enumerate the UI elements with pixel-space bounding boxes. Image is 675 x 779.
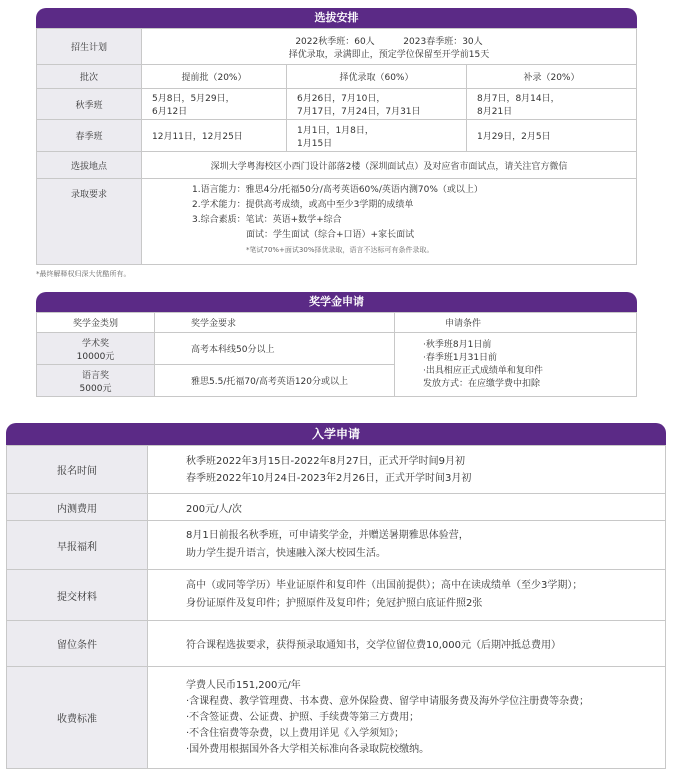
- plan-row: [37, 29, 637, 65]
- scholarship-table: [36, 312, 637, 397]
- plan-label: 招生计划: [37, 29, 142, 65]
- scholarship-row: [37, 333, 637, 365]
- batch-early: 提前批（20%）: [142, 65, 287, 89]
- admission-row: [7, 521, 666, 570]
- scholarship-language-type: 语言奖 5000元: [37, 365, 155, 397]
- scholarship-conditions: ·秋季班8月1日前 ·春季班1月31日前 ·出具相应正式成绩单和复印件 发放方式：在应缴学费中扣除: [395, 333, 637, 397]
- admission-row: [7, 570, 666, 621]
- spring-row: [37, 120, 637, 152]
- requirements-label: 录取要求: [37, 179, 142, 265]
- early-benefit-label: 早报福利: [7, 521, 148, 570]
- selection-table: [36, 28, 637, 265]
- batch-row: [37, 65, 637, 89]
- spring-label: 春季班: [37, 120, 142, 152]
- autumn-label: 秋季班: [37, 89, 142, 120]
- materials-label: 提交材料: [7, 570, 148, 621]
- admission-row: [7, 667, 666, 769]
- autumn-early-dates: 5月8日，5月29日， 6月12日: [142, 89, 287, 120]
- scholarship-type-header: 奖学金类别: [37, 313, 155, 333]
- footnote: *最终解释权归深大优酷所有。: [36, 270, 131, 278]
- batch-label: 批次: [37, 65, 142, 89]
- req-written: 3.综合素质：笔试：英语+数学+综合: [192, 215, 342, 225]
- admission-row: [7, 446, 666, 494]
- selection-title: 选拔安排: [36, 8, 637, 28]
- admission-panel: [6, 423, 666, 773]
- plan-line2: 择优录取，录满即止，预定学位保留至开学前15天: [288, 49, 490, 60]
- spring-merit-dates: 1月1日，1月8日， 1月15日: [287, 120, 467, 152]
- materials-value: 高中（或同等学历）毕业证原件和复印件（出国前提供）；高中在读成绩单（至少3学期）； 身份证原件及复印件；护照原件及复印件；免冠护照白底证件照2张: [148, 570, 666, 621]
- req-note: *笔试70%+面试30%择优录取，语言不达标可有条件录取。: [246, 246, 434, 254]
- test-fee-label: 内测费用: [7, 494, 148, 521]
- req-interview: 面试：学生面试（综合+口语）+家长面试: [246, 230, 415, 240]
- scholarship-academic-type: 学术奖 10000元: [37, 333, 155, 365]
- req-language: 1.语言能力：雅思4分/托福50分/高考英语60%/英语内测70%（或以上）: [192, 185, 483, 195]
- plan-line1: 2022秋季班：60人 2023春季班：30人: [295, 36, 483, 47]
- scholarship-academic-req: 高考本科线50分以上: [155, 333, 395, 365]
- scholarship-language-req: 雅思5.5/托福70/高考英语120分或以上: [155, 365, 395, 397]
- fee-standard-value: 学费人民币151,200元/年 ·含课程费、教学管理费、书本费、意外保险费、留学申请服务费及海外学位注册费等杂费； ·不含签证费、公证费、护照、手续费等第三方费用； ·不含住宿费等杂费，以上费用详见《入学须知》； ·国外费用根据国外各大学相关标准向各录取院校缴纳。: [148, 667, 666, 769]
- scholarship-panel: [36, 292, 637, 398]
- autumn-merit-dates: 6月26日，7月10日， 7月17日，7月24日，7月31日: [287, 89, 467, 120]
- scholarship-title: 奖学金申请: [36, 292, 637, 312]
- plan-value: [142, 29, 637, 65]
- scholarship-header-row: [37, 313, 637, 333]
- admission-title: 入学申请: [6, 423, 666, 445]
- autumn-row: [37, 89, 637, 120]
- batch-merit: 择优录取（60%）: [287, 65, 467, 89]
- registration-time-label: 报名时间: [7, 446, 148, 494]
- selection-panel: [36, 8, 637, 266]
- spring-early-dates: 12月11日，12月25日: [142, 120, 287, 152]
- early-benefit-value: 8月1日前报名秋季班，可申请奖学金，并赠送暑期雅思体验营， 助力学生提升语言，快速融入深大校园生活。: [148, 521, 666, 570]
- admission-table: [6, 445, 666, 769]
- location-value: 深圳大学粤海校区小西门设计部落2楼（深圳面试点）及对应省市面试点，请关注官方微信: [142, 152, 637, 179]
- registration-time-value: 秋季班2022年3月15日-2022年8月27日，正式开学时间9月初 春季班2022年10月24日-2023年2月26日，正式开学时间3月初: [148, 446, 666, 494]
- fee-standard-label: 收费标准: [7, 667, 148, 769]
- requirements-value: [142, 179, 637, 265]
- admission-row: [7, 494, 666, 521]
- test-fee-value: 200元/人/次: [148, 494, 666, 521]
- requirements-row: [37, 179, 637, 265]
- location-label: 选拔地点: [37, 152, 142, 179]
- batch-supplement: 补录（20%）: [467, 65, 637, 89]
- location-row: [37, 152, 637, 179]
- spring-supplement-dates: 1月29日，2月5日: [467, 120, 637, 152]
- admission-row: [7, 621, 666, 667]
- req-academic: 2.学术能力：提供高考成绩，或高中至少3学期的成绩单: [192, 200, 414, 210]
- reservation-value: 符合课程选拔要求，获得预录取通知书，交学位留位费10,000元（后期冲抵总费用）: [148, 621, 666, 667]
- scholarship-cond-header: 申请条件: [395, 313, 637, 333]
- reservation-label: 留位条件: [7, 621, 148, 667]
- scholarship-req-header: 奖学金要求: [155, 313, 395, 333]
- autumn-supplement-dates: 8月7日，8月14日， 8月21日: [467, 89, 637, 120]
